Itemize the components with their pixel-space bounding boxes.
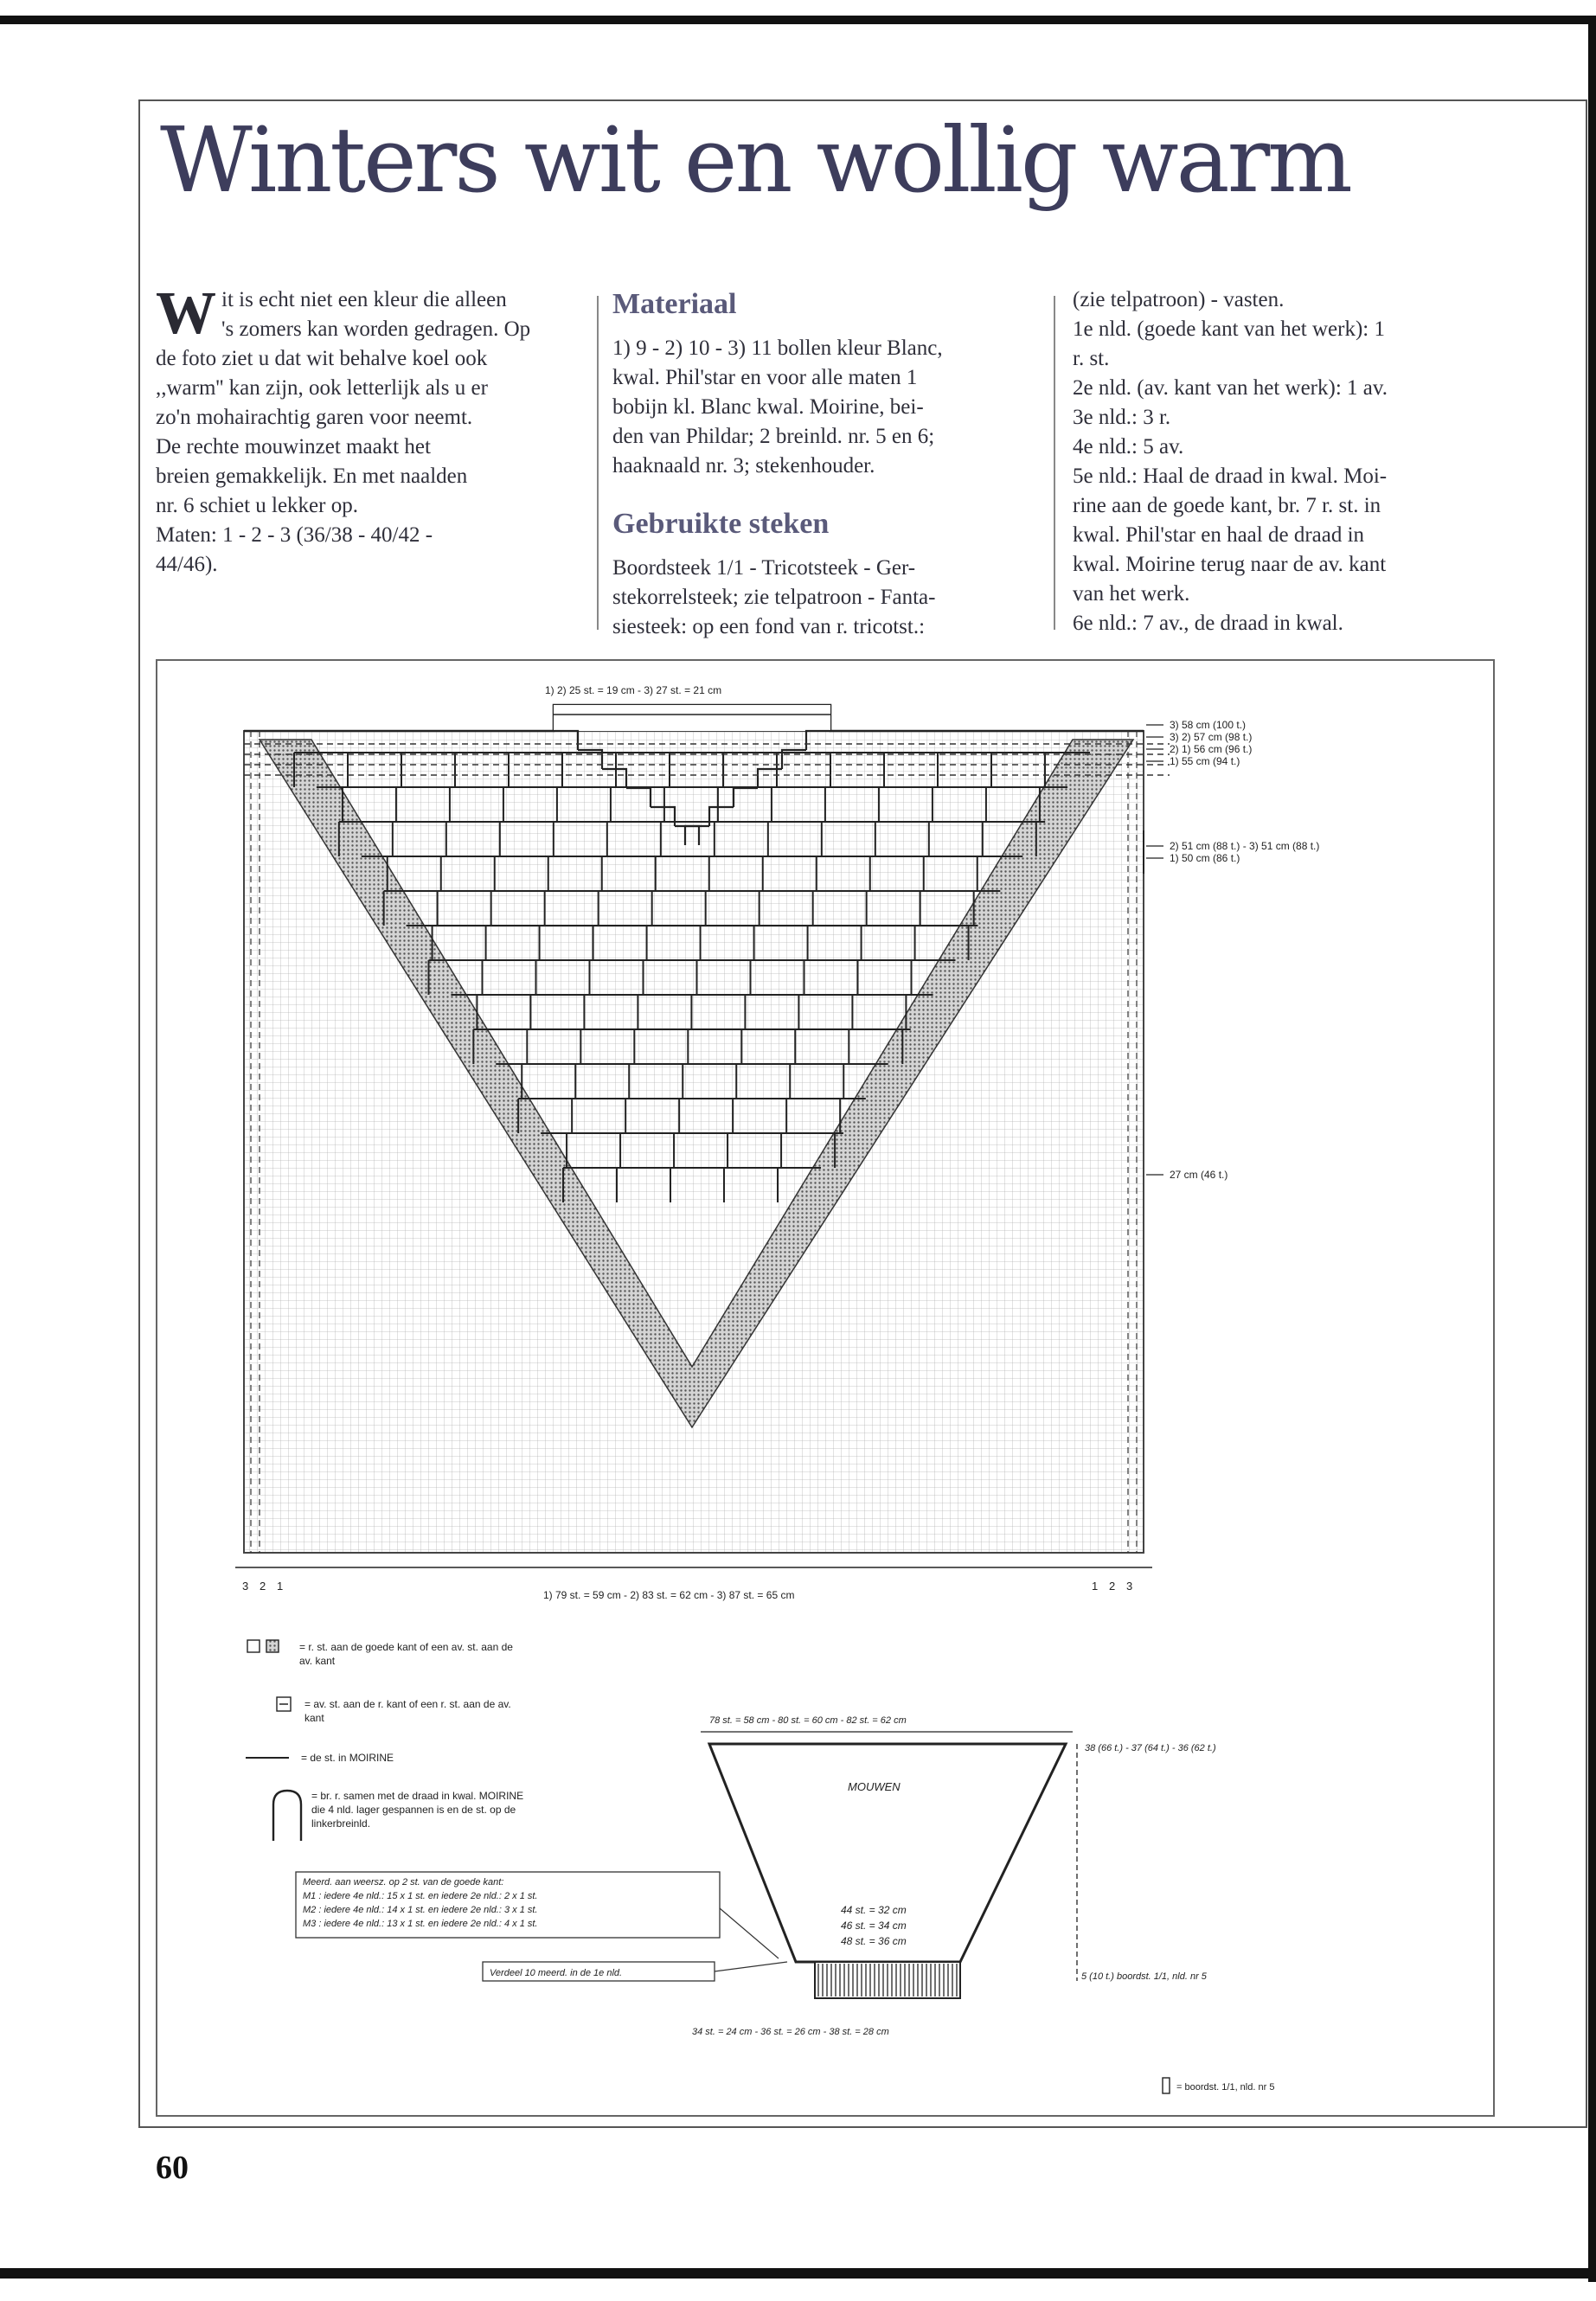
rib-symbol <box>1163 2078 1170 2093</box>
sleeve-height-label: 38 (66 t.) - 37 (64 t.) - 36 (62 t.) <box>1085 1743 1216 1753</box>
legend-text: = de st. in MOIRINE <box>301 1752 394 1764</box>
legend-text: die 4 nld. lager gespannen is en de st. op de <box>311 1804 516 1816</box>
right-dimension-label: 3) 58 cm (100 t.) <box>1170 719 1247 731</box>
legend-text: linkerbreinld. <box>311 1817 371 1830</box>
right-dimension-label: 2) 1) 56 cm (96 t.) <box>1170 743 1253 755</box>
meerd-text: Meerd. aan weersz. op 2 st. van de goede kant: <box>303 1877 504 1888</box>
legend-text: kant <box>304 1712 324 1724</box>
bottom-dimension-label: 1) 79 st. = 59 cm - 2) 83 st. = 62 cm - 3) 87 st. = 65 cm <box>543 1589 795 1601</box>
text-line: Maten: 1 - 2 - 3 (36/38 - 40/42 - <box>156 523 433 547</box>
legend-text: = r. st. aan de goede kant of een av. st. aan de <box>299 1641 513 1653</box>
neck-gap <box>554 705 830 731</box>
text-line: Boordsteek 1/1 - Tricotsteek - Ger- <box>612 556 916 580</box>
text-line: kwal. Phil'star en haal de draad in <box>1073 523 1365 547</box>
top-dimension-label: 1) 2) 25 st. = 19 cm - 3) 27 st. = 21 cm <box>545 684 722 696</box>
drop-cap: W <box>156 280 216 347</box>
meerd-text: M3 : iedere 4e nld.: 13 x 1 st. en iedere 2e nld.: 4 x 1 st. <box>303 1919 538 1929</box>
pointer-line <box>720 1908 779 1958</box>
sleeve-inner-dimension: 48 st. = 36 cm <box>841 1935 907 1947</box>
legend-square-dot <box>266 1640 279 1652</box>
text-line: kwal. Moirine terug naar de av. kant <box>1073 553 1387 576</box>
text-line: de foto ziet u dat wit behalve koel ook <box>156 347 488 370</box>
legend-arch-symbol <box>273 1791 301 1841</box>
text-line: it is echt niet een kleur die alleen <box>221 288 507 311</box>
legend-square-plain <box>247 1640 260 1652</box>
size-mark-right: 2 <box>1109 1580 1116 1593</box>
meerd-text: M2 : iedere 4e nld.: 14 x 1 st. en iedere 2e nld.: 3 x 1 st. <box>303 1905 538 1915</box>
text-line: stekorrelsteek; zie telpatroon - Fanta- <box>612 586 936 609</box>
text-line: ,,warm'' kan zijn, ook letterlijk als u er <box>156 376 488 400</box>
text-line: zo'n mohairachtig garen voor neemt. <box>156 406 473 429</box>
right-dimension-label: 1) 55 cm (94 t.) <box>1170 755 1240 767</box>
legend-text: av. kant <box>299 1655 336 1667</box>
text-line: kwal. Phil'star en voor alle maten 1 <box>612 366 918 389</box>
right-dimension-label: 27 cm (46 t.) <box>1170 1169 1228 1181</box>
text-line: van het werk. <box>1073 582 1190 606</box>
size-mark-left: 3 <box>242 1580 249 1593</box>
text-line: 3e nld.: 3 r. <box>1073 406 1171 429</box>
text-line: rine aan de goede kant, br. 7 r. st. in <box>1073 494 1381 517</box>
page-title: Winters wit en wollig warm <box>160 107 1350 213</box>
pointer-line <box>715 1962 787 1971</box>
sleeve-label: MOUWEN <box>848 1780 901 1793</box>
rib-note: = boordst. 1/1, nld. nr 5 <box>1176 2082 1275 2093</box>
sleeve-rib-height: 5 (10 t.) boordst. 1/1, nld. nr 5 <box>1081 1971 1207 1982</box>
right-dimension-label: 1) 50 cm (86 t.) <box>1170 852 1240 864</box>
right-dimension-label: 3) 2) 57 cm (98 t.) <box>1170 731 1253 743</box>
text-line: 6e nld.: 7 av., de draad in kwal. <box>1073 612 1343 635</box>
size-mark-right: 3 <box>1126 1580 1133 1593</box>
meerd-text: M1 : iedere 4e nld.: 15 x 1 st. en iedere 2e nld.: 2 x 1 st. <box>303 1891 538 1901</box>
verdeel-text: Verdeel 10 meerd. in de 1e nld. <box>490 1968 623 1978</box>
text-line: 1e nld. (goede kant van het werk): 1 <box>1073 317 1385 341</box>
sleeve-inner-dimension: 44 st. = 32 cm <box>841 1904 907 1916</box>
steken-heading: Gebruikte steken <box>612 508 830 540</box>
text-line: 4e nld.: 5 av. <box>1073 435 1184 458</box>
text-line: r. st. <box>1073 347 1110 370</box>
text-line: 44/46). <box>156 553 218 576</box>
text-line: 2e nld. (av. kant van het werk): 1 av. <box>1073 376 1388 400</box>
size-mark-left: 2 <box>260 1580 266 1593</box>
legend-text: = av. st. aan de r. kant of een r. st. aan de av. <box>304 1698 511 1710</box>
size-mark-left: 1 <box>277 1580 284 1593</box>
page-number: 60 <box>156 2150 189 2186</box>
text-line: siesteek: op een fond van r. tricotst.: <box>612 615 926 638</box>
text-line: De rechte mouwinzet maakt het <box>156 435 431 458</box>
sleeve-inner-dimension: 46 st. = 34 cm <box>841 1920 907 1932</box>
text-line: den van Phildar; 2 breinld. nr. 5 en 6; <box>612 425 935 448</box>
sleeve-top-dimension: 78 st. = 58 cm - 80 st. = 60 cm - 82 st. = 62 cm <box>709 1715 907 1726</box>
legend-text: = br. r. samen met de draad in kwal. MOIRINE <box>311 1790 524 1802</box>
text-line: breien gemakkelijk. En met naalden <box>156 465 468 488</box>
text-line: 5e nld.: Haal de draad in kwal. Moi- <box>1073 465 1388 488</box>
text-line: (zie telpatroon) - vasten. <box>1073 288 1285 311</box>
text-line: 1) 9 - 2) 10 - 3) 11 bollen kleur Blanc, <box>612 336 943 360</box>
size-mark-right: 1 <box>1092 1580 1099 1593</box>
text-line: bobijn kl. Blanc kwal. Moirine, bei- <box>612 395 924 419</box>
materiaal-heading: Materiaal <box>612 288 737 320</box>
text-line: haaknaald nr. 3; stekenhouder. <box>612 454 875 478</box>
text-line: nr. 6 schiet u lekker op. <box>156 494 358 517</box>
text-line: 's zomers kan worden gedragen. Op <box>221 317 531 341</box>
sleeve-bottom-dimension: 34 st. = 24 cm - 36 st. = 26 cm - 38 st. = 28 cm <box>692 2027 889 2037</box>
right-dimension-label: 2) 51 cm (88 t.) - 3) 51 cm (88 t.) <box>1170 840 1320 852</box>
